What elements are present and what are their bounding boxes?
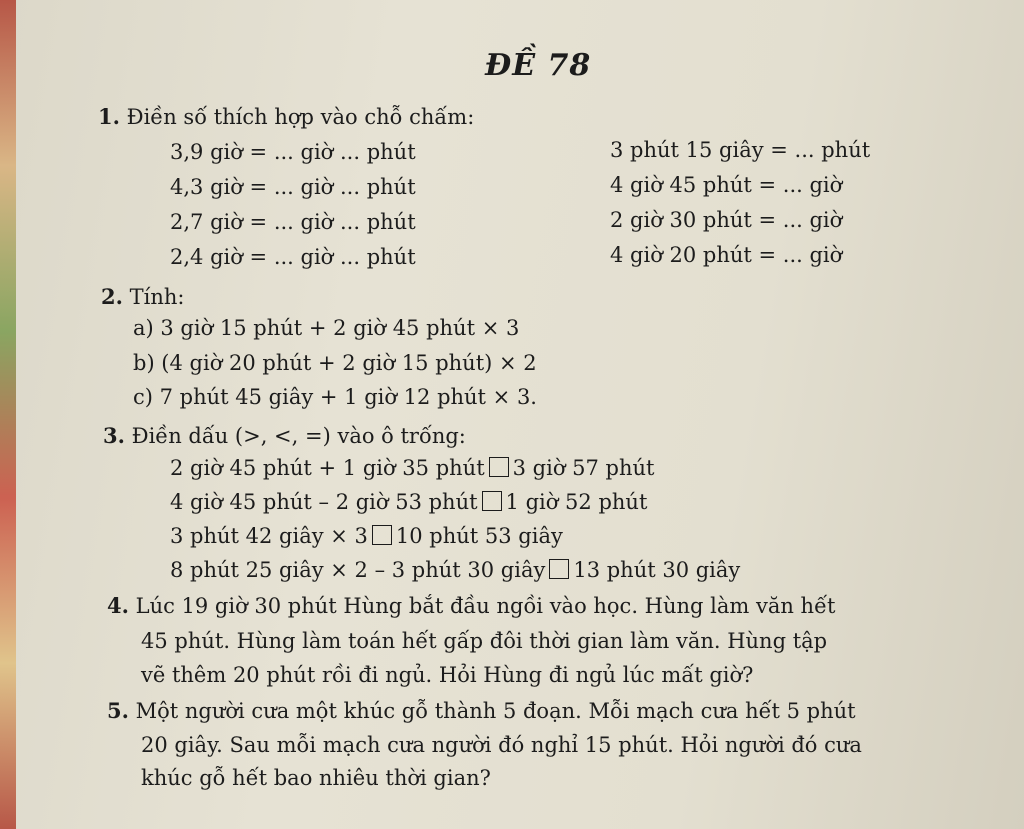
q1-left-item: 2,4 giờ = ... giờ ... phút bbox=[170, 245, 416, 269]
q1-right-item: 4 giờ 45 phút = ... giờ bbox=[610, 173, 843, 197]
q3-item bbox=[170, 454, 654, 482]
q3-item bbox=[170, 556, 740, 584]
q3-right-expression: 3 giờ 57 phút bbox=[512, 456, 655, 480]
q3-left-expression: 4 giờ 45 phút – 2 giờ 53 phút bbox=[170, 490, 478, 514]
q2-item: b) (4 giờ 20 phút + 2 giờ 15 phút) × 2 bbox=[133, 351, 537, 375]
q3-right-expression: 10 phút 53 giây bbox=[395, 524, 563, 548]
question-5 bbox=[107, 697, 856, 725]
question-line: 45 phút. Hùng làm toán hết gấp đôi thời gian làm văn. Hùng tập bbox=[141, 629, 828, 653]
q1-right-item: 4 giờ 20 phút = ... giờ bbox=[610, 243, 843, 267]
page-title: ĐỀ 78 bbox=[485, 48, 592, 83]
q1-left-item: 3,9 giờ = ... giờ ... phút bbox=[170, 140, 416, 164]
question-line: 20 giây. Sau mỗi mạch cưa người đó nghỉ 15 phút. Hỏi người đó cưa bbox=[141, 733, 862, 757]
q1-right-item: 3 phút 15 giây = ... phút bbox=[610, 138, 871, 162]
question-text: Điền số thích hợp vào chỗ chấm: bbox=[126, 105, 475, 129]
question-number: 1. bbox=[98, 104, 120, 129]
answer-box[interactable] bbox=[549, 559, 569, 579]
question-line: khúc gỗ hết bao nhiêu thời gian? bbox=[141, 766, 491, 790]
question-number: 4. bbox=[107, 593, 129, 618]
answer-box[interactable] bbox=[482, 491, 502, 511]
q1-left-item: 2,7 giờ = ... giờ ... phút bbox=[170, 210, 416, 234]
q3-item bbox=[170, 522, 563, 550]
question-text: Điền dấu (>, <, =) vào ô trống: bbox=[131, 424, 466, 448]
question-number: 2. bbox=[101, 284, 123, 309]
question-text: Tính: bbox=[129, 285, 185, 309]
q3-left-expression: 3 phút 42 giây × 3 bbox=[170, 524, 368, 548]
q3-item bbox=[170, 488, 647, 516]
question-2 bbox=[101, 283, 184, 311]
question-line: vẽ thêm 20 phút rồi đi ngủ. Hỏi Hùng đi ngủ lúc mất giờ? bbox=[141, 663, 754, 687]
q1-right-item: 2 giờ 30 phút = ... giờ bbox=[610, 208, 843, 232]
q3-left-expression: 8 phút 25 giây × 2 – 3 phút 30 giây bbox=[170, 558, 546, 582]
q2-item: c) 7 phút 45 giây + 1 giờ 12 phút × 3. bbox=[133, 385, 537, 409]
question-line: Lúc 19 giờ 30 phút Hùng bắt đầu ngồi vào học. Hùng làm văn hết bbox=[135, 594, 836, 618]
answer-box[interactable] bbox=[489, 457, 509, 477]
q3-right-expression: 1 giờ 52 phút bbox=[505, 490, 648, 514]
answer-box[interactable] bbox=[372, 525, 392, 545]
q3-left-expression: 2 giờ 45 phút + 1 giờ 35 phút bbox=[170, 456, 485, 480]
question-4 bbox=[107, 592, 835, 620]
question-number: 5. bbox=[107, 698, 129, 723]
q2-item: a) 3 giờ 15 phút + 2 giờ 45 phút × 3 bbox=[133, 316, 520, 340]
question-3 bbox=[103, 422, 466, 450]
q3-right-expression: 13 phút 30 giây bbox=[573, 558, 741, 582]
question-line: Một người cưa một khúc gỗ thành 5 đoạn. Mỗi mạch cưa hết 5 phút bbox=[135, 699, 856, 723]
question-number: 3. bbox=[103, 423, 125, 448]
question-1 bbox=[98, 103, 474, 131]
q1-left-item: 4,3 giờ = ... giờ ... phút bbox=[170, 175, 416, 199]
